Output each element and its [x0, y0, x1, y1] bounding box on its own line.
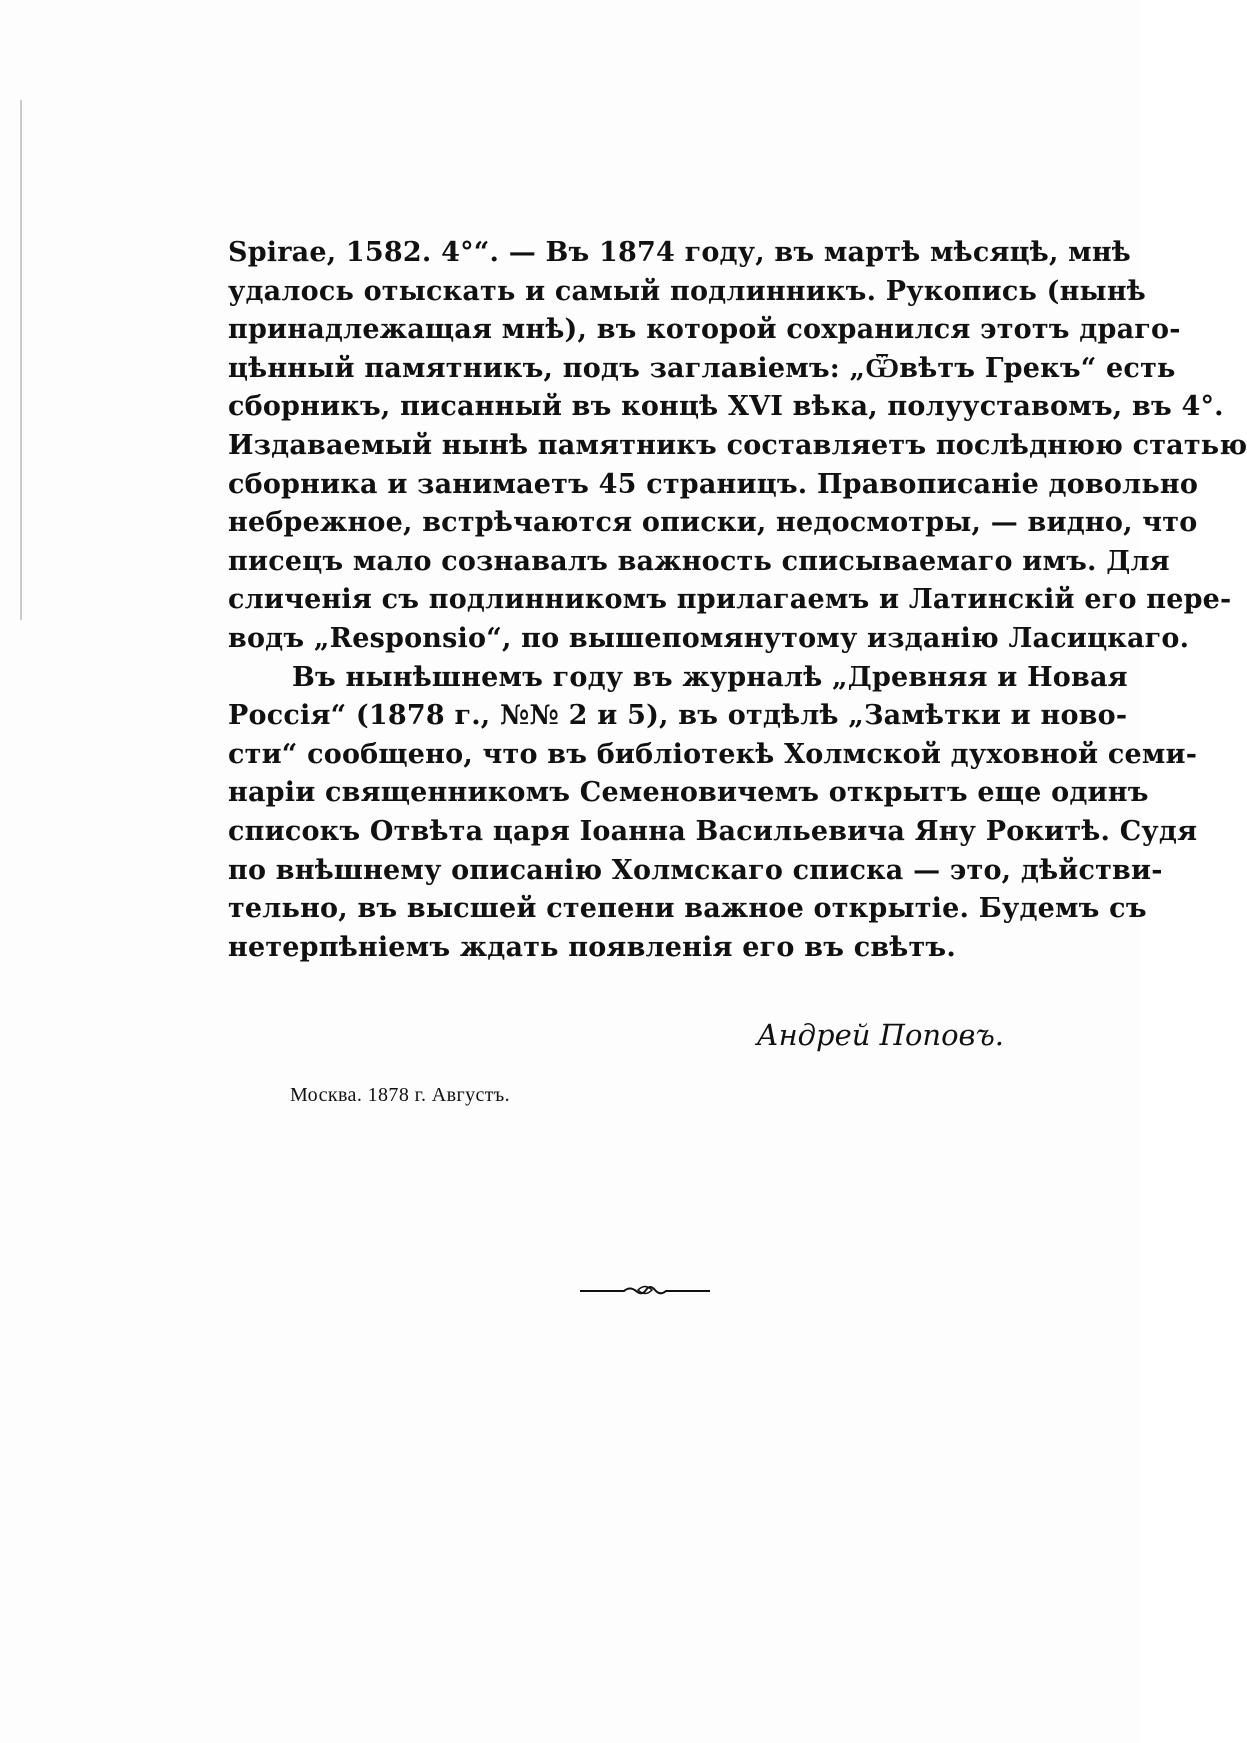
text-line: Россія“ (1878 г., №№ 2 и 5), въ отдѣлѣ „Замѣтки и ново-	[228, 700, 1128, 732]
text-line: удалось отыскать и самый подлинникъ. Рукопись (нынѣ	[228, 275, 1146, 307]
author-signature: Андрей Поповъ.	[756, 1018, 1004, 1052]
body-text	[228, 234, 1247, 967]
text-line: Издаваемый нынѣ памятникъ составляетъ послѣднюю статью	[228, 429, 1247, 461]
text-line: водъ „Responsio“, по вышепомянутому изданію Ласицкаго.	[228, 622, 1190, 654]
text-line: писецъ мало сознавалъ важность списываемаго имъ. Для	[228, 545, 1170, 577]
decorative-flourish-icon	[580, 1280, 710, 1300]
text-line: сличенія съ подлинникомъ прилагаемъ и Латинскій его пере-	[228, 584, 1232, 616]
text-line: небрежное, встрѣчаются описки, недосмотры, — видно, что	[228, 507, 1198, 539]
text-line: цѣнный памятникъ, подъ заглавіемъ: „Ѿвѣтъ Грекъ“ есть	[228, 352, 1176, 384]
place-and-date: Москва. 1878 г. Августъ.	[290, 1084, 511, 1106]
text-line: Въ нынѣшнемъ году въ журналѣ „Древняя и Новая	[292, 661, 1128, 693]
text-line: сти“ сообщено, что въ библіотекѣ Холмской духовной семи-	[228, 738, 1198, 770]
paragraph-2	[228, 659, 1198, 968]
text-line: тельно, въ высшей степени важное открытіе. Будемъ съ	[228, 893, 1147, 925]
scan-edge-mark	[20, 100, 22, 620]
text-line: по внѣшнему описанію Холмскаго списка — это, дѣйстви-	[228, 854, 1163, 886]
text-line: принадлежащая мнѣ), въ которой сохранился этотъ драго-	[228, 314, 1181, 346]
text-line: сборникъ, писанный въ концѣ XVI вѣка, полууставомъ, въ 4°.	[228, 391, 1224, 423]
text-line: Spirae, 1582. 4°“. — Въ 1874 году, въ мартѣ мѣсяцѣ, мнѣ	[228, 237, 1131, 268]
text-line: списокъ Отвѣта царя Іоанна Васильевича Яну Рокитѣ. Судя	[228, 815, 1198, 847]
text-line: наріи священникомъ Семеновичемъ открытъ еще одинъ	[228, 777, 1149, 809]
text-line: нетерпѣніемъ ждать появленія его въ свѣтъ.	[228, 931, 956, 963]
paragraph-1	[228, 234, 1247, 659]
text-line: сборника и занимаетъ 45 страницъ. Правописаніе довольно	[228, 468, 1199, 500]
